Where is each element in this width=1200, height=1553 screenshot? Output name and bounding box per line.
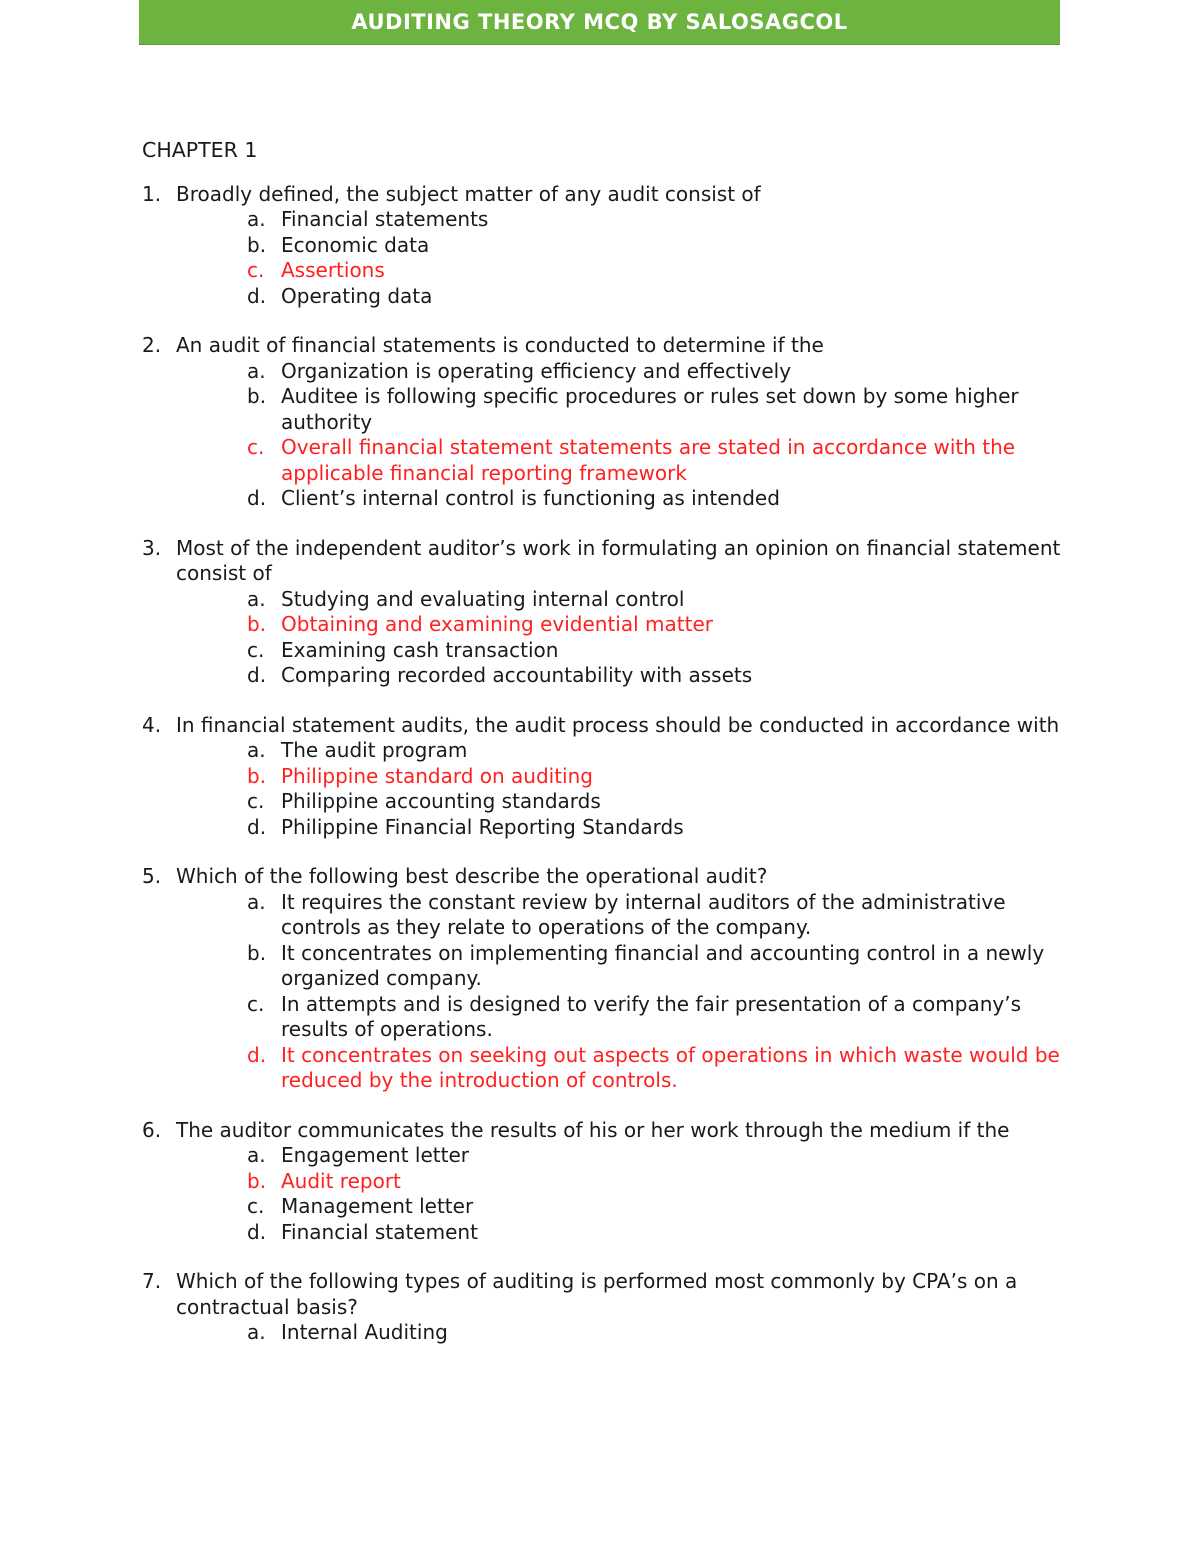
question-number: 5. (142, 864, 162, 888)
header-banner (139, 0, 1060, 45)
option-text: In attempts and is designed to verify the fair presentation of a company’s results of operations. (281, 991, 1021, 1041)
answer-option (176, 638, 1062, 664)
option-text: The audit program (281, 738, 468, 762)
question-item (142, 536, 1062, 689)
option-text: Audit report (281, 1168, 401, 1193)
option-text: Comparing recorded accountability with assets (281, 663, 753, 687)
option-letter: b. (247, 384, 267, 408)
option-text: Philippine standard on auditing (281, 763, 593, 788)
option-letter: b. (247, 763, 267, 788)
question-item (142, 713, 1062, 841)
answer-option (176, 1143, 1062, 1169)
answer-option (176, 992, 1062, 1043)
option-text: Obtaining and examining evidential matter (281, 612, 713, 636)
question-item (142, 1118, 1062, 1246)
option-letter: d. (247, 486, 267, 510)
option-text: Financial statements (281, 207, 489, 231)
question-number: 1. (142, 181, 162, 206)
option-letter: a. (247, 889, 266, 914)
option-letter: d. (247, 283, 267, 308)
question-list (142, 182, 1062, 1346)
option-text: Assertions (281, 258, 385, 282)
answer-option (176, 384, 1062, 435)
answer-option (176, 738, 1062, 764)
option-text: Philippine Financial Reporting Standards (281, 814, 684, 839)
document-title: AUDITING THEORY MCQ BY SALOSAGCOL (351, 10, 848, 34)
question-number: 7. (142, 1269, 162, 1293)
question-number: 3. (142, 535, 162, 560)
option-text: Financial statement (281, 1219, 478, 1244)
option-letter: a. (247, 358, 266, 383)
answer-option (176, 890, 1062, 941)
option-list (176, 1320, 1062, 1346)
option-text: Overall financial statement statements are stated in accordance with the applicable financial reporting framework (281, 435, 1016, 485)
answer-option (176, 486, 1062, 512)
option-letter: a. (247, 738, 266, 762)
answer-option (176, 941, 1062, 992)
option-list (176, 359, 1062, 512)
option-letter: b. (247, 612, 267, 636)
option-text: It concentrates on seeking out aspects of operations in which waste would be reduced by the introduction of controls. (281, 1042, 1060, 1092)
answer-option-correct (176, 258, 1062, 284)
question-text: In financial statement audits, the audit process should be conducted in accordance with (176, 712, 1060, 737)
question-item (142, 182, 1062, 310)
answer-option (176, 587, 1062, 613)
answer-option (176, 359, 1062, 385)
option-letter: b. (247, 940, 267, 965)
option-text: Engagement letter (281, 1143, 469, 1167)
option-letter: c. (247, 435, 265, 459)
option-list (176, 207, 1062, 309)
option-letter: a. (247, 586, 266, 611)
answer-option (176, 663, 1062, 689)
question-number: 2. (142, 333, 162, 357)
answer-option-correct (176, 612, 1062, 638)
option-letter: c. (247, 637, 265, 662)
option-letter: d. (247, 814, 267, 839)
option-letter: b. (247, 1168, 267, 1193)
document-body (142, 138, 1062, 1370)
question-item (142, 333, 1062, 512)
option-text: Economic data (281, 232, 430, 257)
option-letter: b. (247, 232, 267, 257)
answer-option (176, 1220, 1062, 1246)
option-text: Management letter (281, 1194, 474, 1218)
option-text: Operating data (281, 283, 433, 308)
option-letter: c. (247, 258, 265, 282)
option-letter: d. (247, 1042, 267, 1067)
option-text: It concentrates on implementing financial and accounting control in a newly organized company. (281, 940, 1045, 990)
answer-option (176, 789, 1062, 815)
chapter-heading: CHAPTER 1 (142, 138, 258, 162)
answer-option (176, 1320, 1062, 1346)
option-text: Organization is operating efficiency and effectively (281, 358, 792, 383)
option-text: Auditee is following specific procedures or rules set down by some higher authority (281, 384, 1019, 434)
answer-option (176, 233, 1062, 259)
answer-option (176, 207, 1062, 233)
question-text: Most of the independent auditor’s work in formulating an opinion on financial statement consist of (176, 535, 1061, 585)
question-text: Which of the following types of auditing is performed most commonly by CPA’s on a contractual basis? (176, 1269, 1018, 1319)
question-text: Broadly defined, the subject matter of any audit consist of (176, 181, 761, 206)
option-letter: d. (247, 663, 267, 687)
option-text: Client’s internal control is functioning as intended (281, 486, 780, 510)
option-list (176, 587, 1062, 689)
answer-option-correct (176, 1043, 1062, 1094)
option-list (176, 890, 1062, 1094)
option-list (176, 1143, 1062, 1245)
question-item (142, 1269, 1062, 1346)
answer-option-correct (176, 1169, 1062, 1195)
option-letter: c. (247, 789, 265, 813)
option-letter: c. (247, 991, 265, 1016)
question-number: 4. (142, 712, 162, 737)
option-text: Philippine accounting standards (281, 789, 601, 813)
option-letter: d. (247, 1219, 267, 1244)
option-letter: a. (247, 1320, 266, 1344)
question-text: The auditor communicates the results of his or her work through the medium if the (176, 1117, 1010, 1142)
answer-option (176, 815, 1062, 841)
question-text: An audit of financial statements is conducted to determine if the (176, 333, 824, 357)
answer-option-correct (176, 764, 1062, 790)
option-text: Studying and evaluating internal control (281, 586, 685, 611)
answer-option-correct (176, 435, 1062, 486)
option-letter: a. (247, 207, 266, 231)
option-text: Examining cash transaction (281, 637, 559, 662)
answer-option (176, 284, 1062, 310)
answer-option (176, 1194, 1062, 1220)
option-text: It requires the constant review by internal auditors of the administrative controls as they relate to operations of the company. (281, 889, 1006, 939)
option-text: Internal Auditing (281, 1320, 448, 1344)
option-list (176, 738, 1062, 840)
option-letter: a. (247, 1143, 266, 1167)
option-letter: c. (247, 1194, 265, 1218)
question-item (142, 864, 1062, 1094)
question-text: Which of the following best describe the operational audit? (176, 864, 768, 888)
question-number: 6. (142, 1117, 162, 1142)
